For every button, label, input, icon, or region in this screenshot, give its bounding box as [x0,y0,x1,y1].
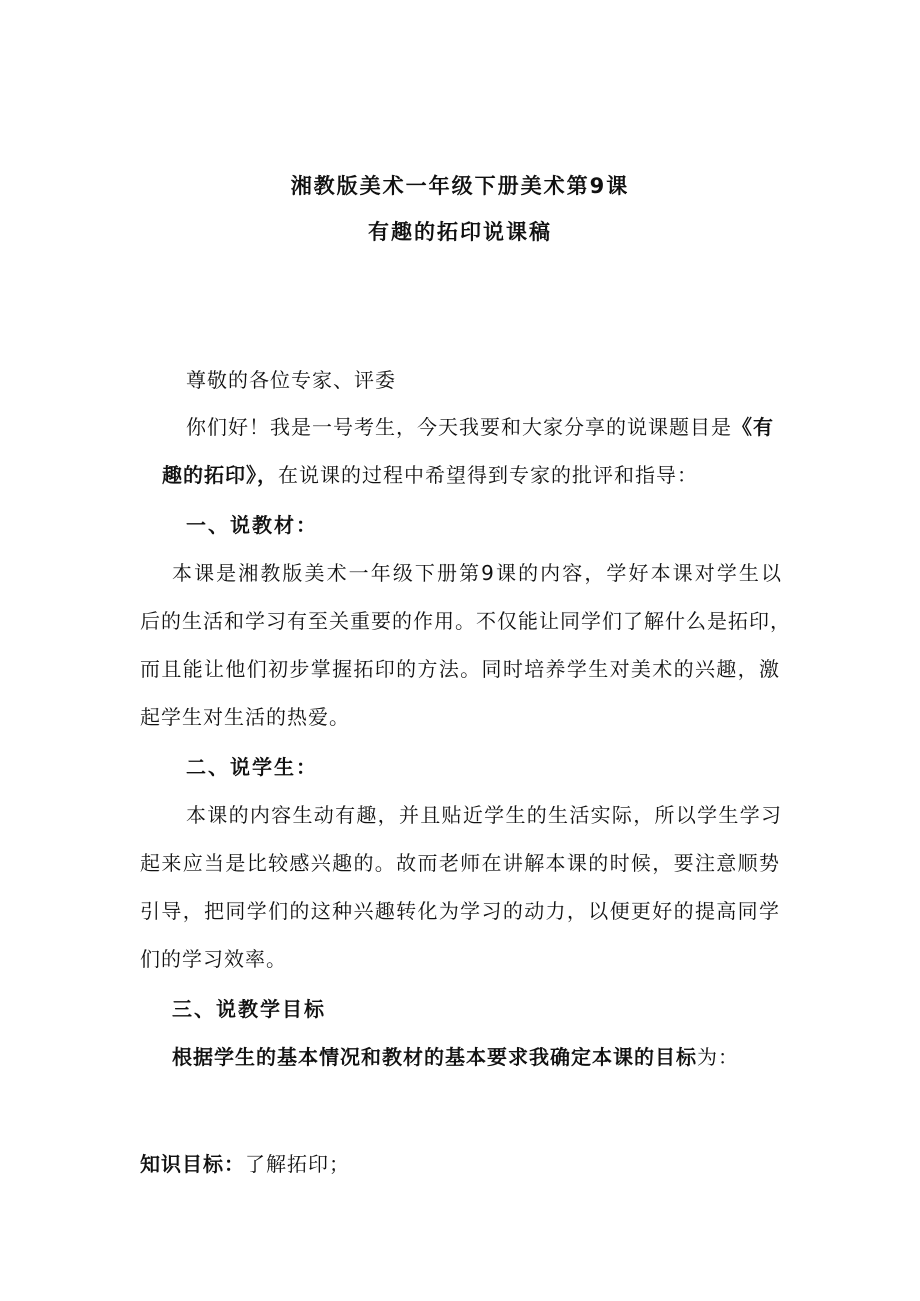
section1-paragraph-line: 本课是湘教版美术一年级下册第9课的内容，学好本课对学生以 [172,561,782,585]
section-heading-textbook: 一、说教材： [186,513,318,537]
lesson-name-end: 趣的拓印》， [162,463,278,487]
intro-text-tail: 在说课的过程中希望得到专家的批评和指导： [278,463,698,487]
greeting-line: 尊敬的各位专家、评委 [186,368,396,392]
section1-paragraph-line: 后的生活和学习有至关重要的作用。不仅能让同学们了解什么是拓印， [140,609,791,633]
section2-paragraph-line: 引导，把同学们的这种兴趣转化为学习的动力，以便更好的提高同学 [140,899,780,923]
knowledge-goal-text: 了解拓印； [245,1152,350,1176]
document-subtitle: 有趣的拓印说课稿 [368,220,552,244]
section2-paragraph-line: 本课的内容生动有趣，并且贴近学生的生活实际，所以学生学习 [186,803,782,827]
intro-line-1 [186,411,774,440]
objectives-intro-tail: 为： [697,1045,739,1069]
intro-text: 你们好！我是一号考生，今天我要和大家分享的说课题目是 [186,415,732,439]
objectives-intro-line [172,1041,739,1070]
lesson-name-start: 《有 [732,415,774,439]
section-heading-students: 二、说学生： [186,755,318,779]
section1-paragraph-line: 起学生对生活的热爱。 [140,705,350,729]
objectives-intro-text: 根据学生的基本情况和教材的基本要求我确定本课的目标 [172,1045,697,1069]
section-heading-objectives: 三、说教学目标 [172,997,326,1021]
section2-paragraph-line: 们的学习效率。 [140,947,287,971]
section2-paragraph-line: 起来应当是比较感兴趣的。故而老师在讲解本课的时候，要注意顺势 [140,851,780,875]
intro-line-2 [162,459,698,488]
knowledge-goal-label: 知识目标： [140,1152,245,1176]
document-title: 湘教版美术一年级下册美术第9课 [290,174,630,198]
knowledge-goal-line [140,1148,350,1177]
section1-paragraph-line: 而且能让他们初步掌握拓印的方法。同时培养学生对美术的兴趣，激 [140,657,780,681]
